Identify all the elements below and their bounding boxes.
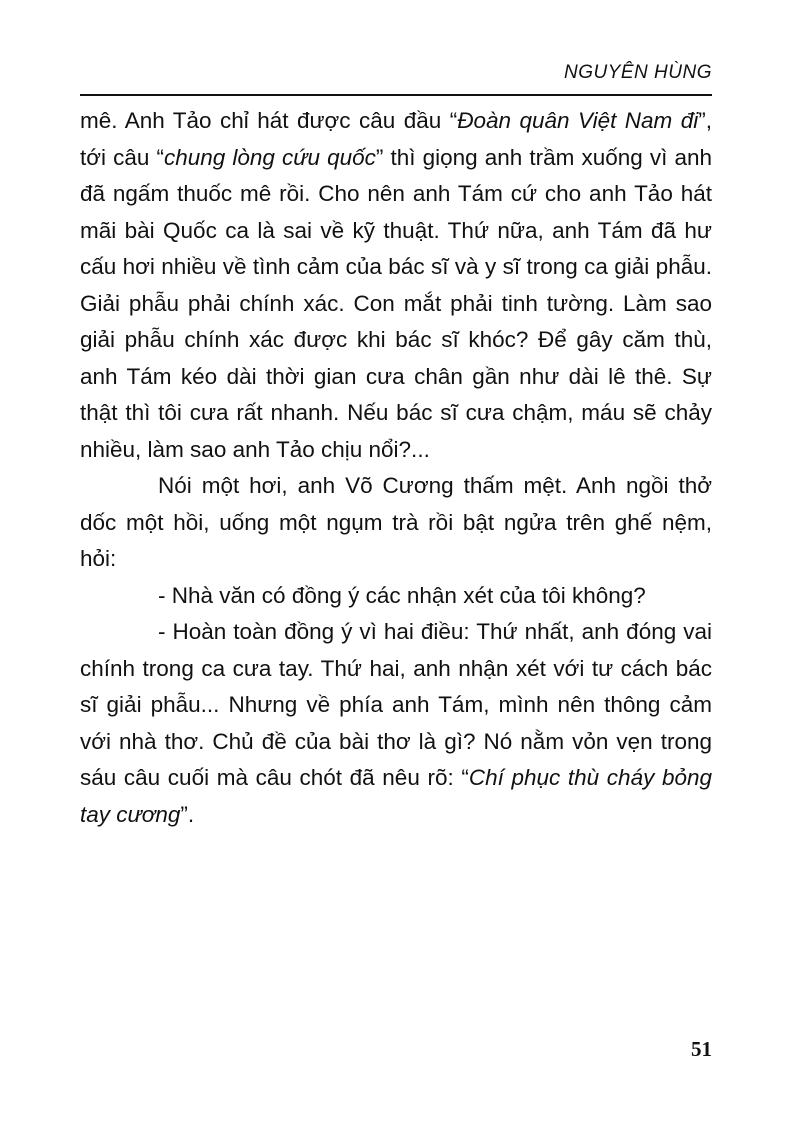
paragraph-1-text-a: mê. Anh Tảo chỉ hát được câu đầu “ bbox=[80, 108, 458, 133]
paragraph-1-italic-lyric: chung lòng cứu quốc bbox=[163, 144, 376, 170]
paragraph-4-text-b: ”. bbox=[180, 801, 195, 827]
paragraph-3-dialogue: - Nhà văn có đồng ý các nhận xét của tôi không? bbox=[158, 582, 646, 608]
header-rule bbox=[80, 94, 712, 96]
page-number: 51 bbox=[691, 1037, 712, 1061]
paragraph-4-dialogue bbox=[80, 614, 712, 833]
paragraph-1-italic-song-title: Đoàn quân Việt Nam đi bbox=[457, 108, 699, 133]
paragraph-2: Nói một hơi, anh Võ Cương thấm mệt. Anh ngồi thở dốc một hồi, uống một ngụm trà rồi bật ngửa trên ghế nệm, hỏi: bbox=[80, 473, 712, 571]
running-head-title: NGUYÊN HÙNG bbox=[563, 62, 712, 83]
paragraph-1-text-c: ” thì giọng anh trầm xuống vì anh đã ngấm thuốc mê rồi. Cho nên anh Tám cứ cho anh Tảo hát mãi bài Quốc ca là sai về kỹ thuật. Thứ nữa, anh Tám đã hư cấu hơi nhiều về tình cảm của bác sĩ và y sĩ trong ca giải phẫu. Giải phẫu phải chính xác. Con mắt phải tinh tường. Làm sao giải phẫu chính xác được khi bác sĩ khóc? Để gây căm thù, anh Tám kéo dài thời gian cưa chân gần như dài lê thê. Sự thật thì tôi cưa rất nhanh. Nếu bác sĩ cưa chậm, máu sẽ chảy nhiều, làm sao anh Tảo chịu nổi?... bbox=[80, 144, 712, 462]
paragraph-4-text-a: - Hoàn toàn đồng ý vì hai điều: Thứ nhất, anh đóng vai chính trong ca cưa tay. Thứ hai, anh nhận xét với tư cách bác sĩ giải phẫu... Nhưng về phía anh Tám, mình nên thông cảm với nhà thơ. Chủ đề của bài thơ là gì? Nó nằm vỏn vẹn trong sáu câu cuối mà câu chót đã nêu rõ: “ bbox=[80, 619, 712, 790]
page-header bbox=[80, 62, 712, 96]
paragraph-4-italic-quote: Chí phục thù cháy bỏng tay cương bbox=[80, 765, 713, 827]
paragraph-1-text-b: ”, tới câu “ bbox=[80, 108, 712, 170]
body-text bbox=[80, 103, 712, 833]
paragraph-1 bbox=[80, 103, 712, 468]
